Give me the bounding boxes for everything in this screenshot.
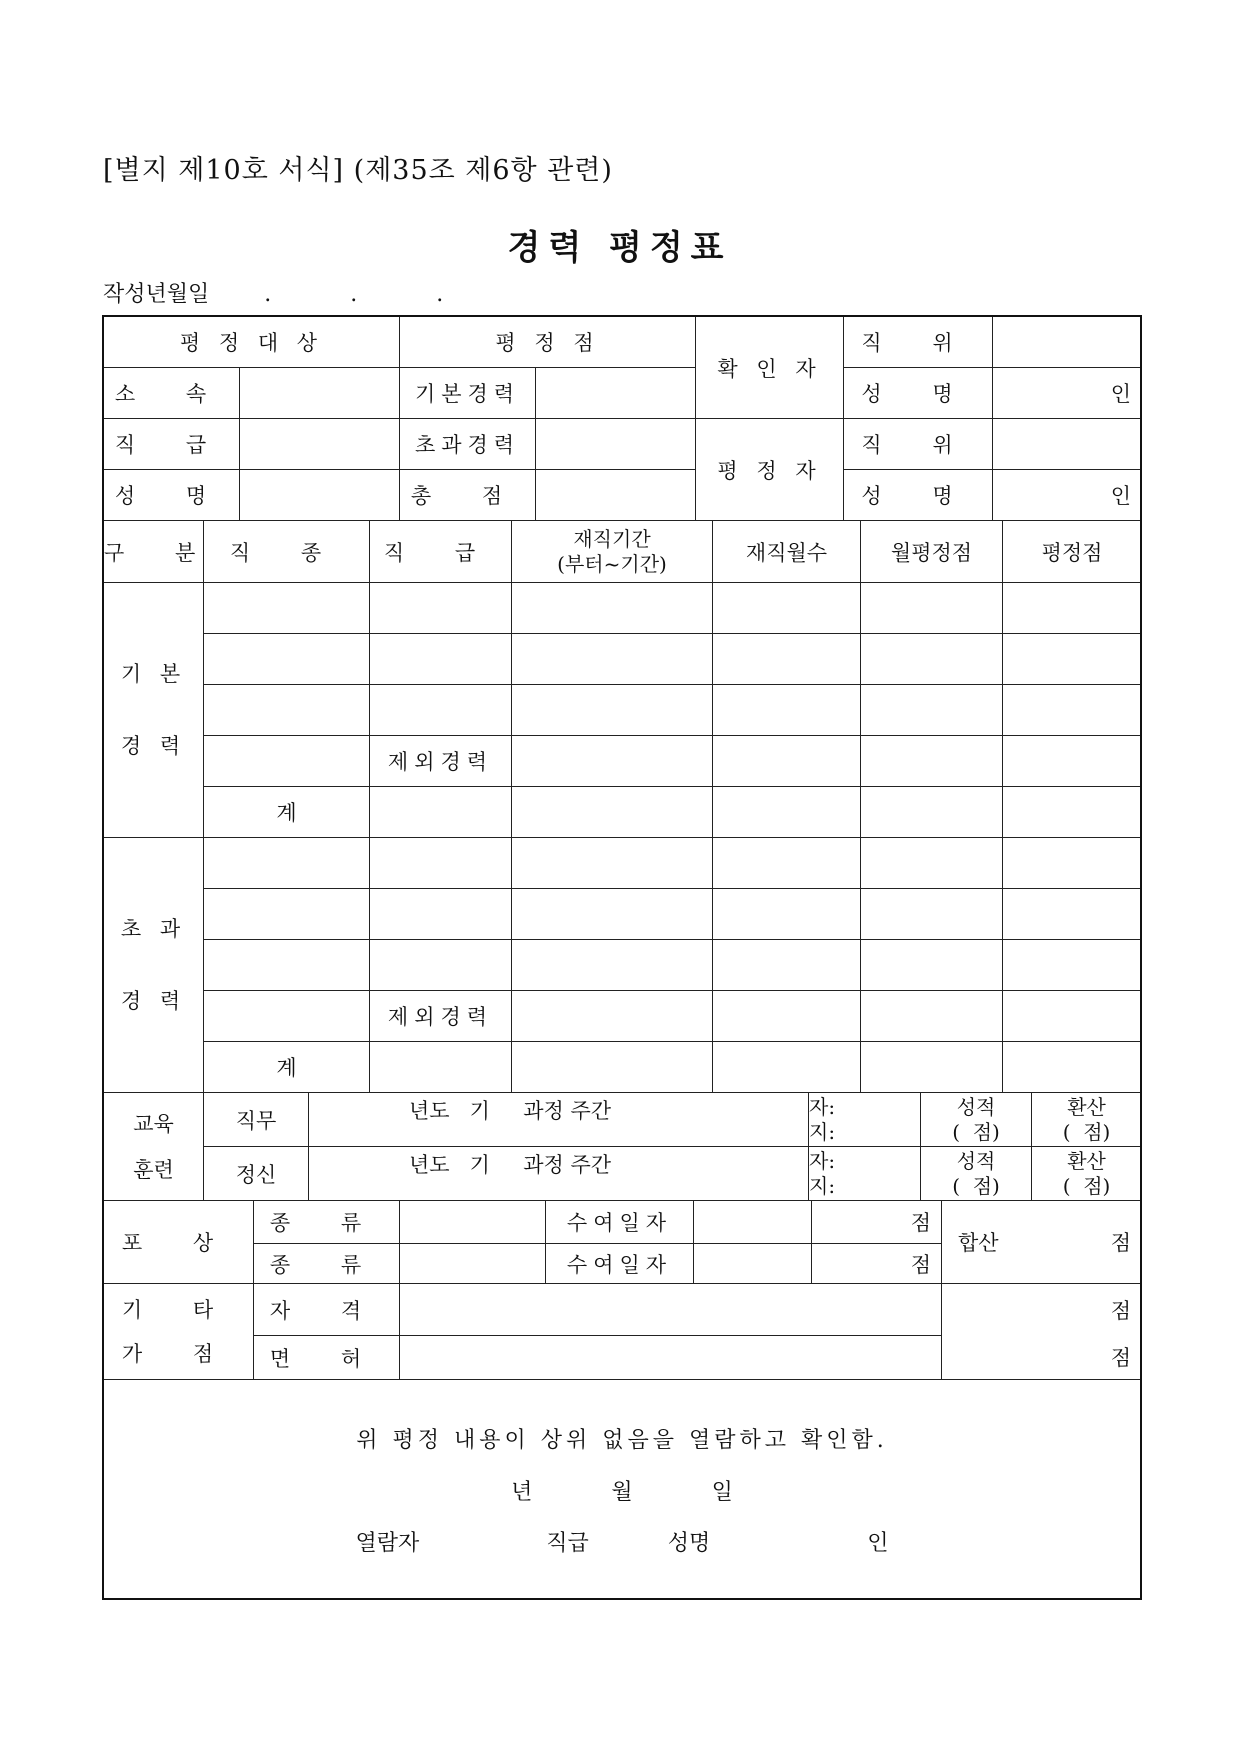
training-spirit-from: 자: xyxy=(809,1148,836,1173)
table-cell[interactable] xyxy=(370,940,512,991)
table-cell[interactable] xyxy=(204,838,370,889)
table-cell[interactable] xyxy=(713,787,861,838)
training-spirit-grade[interactable] xyxy=(921,1147,1032,1201)
table-cell[interactable] xyxy=(370,634,512,685)
training-spirit-dates[interactable] xyxy=(809,1147,921,1201)
confirmer-position-label: 직 위 xyxy=(844,317,993,368)
table-cell[interactable] xyxy=(861,991,1003,1042)
qualification-point[interactable]: 점 xyxy=(942,1284,1142,1336)
reader-label: 열람자 xyxy=(355,1531,420,1556)
col-category: 구 분 xyxy=(104,521,204,583)
reader-seal[interactable]: 인 xyxy=(867,1531,889,1556)
table-cell[interactable] xyxy=(861,736,1003,787)
date-dots: . . . xyxy=(264,282,480,307)
training-duty-grade-pts: ( 점) xyxy=(952,1119,1000,1144)
table-cell[interactable] xyxy=(1003,634,1142,685)
training-spirit-grade-pts: ( 점) xyxy=(952,1173,1000,1198)
table-cell[interactable] xyxy=(512,685,713,736)
col-monthly-score: 월평정점 xyxy=(861,521,1003,583)
table-cell[interactable] xyxy=(204,736,370,787)
training-spirit-course[interactable]: 년도 기 과정 주간 xyxy=(309,1147,809,1201)
etc-section xyxy=(104,1284,254,1380)
table-cell[interactable] xyxy=(861,685,1003,736)
table-cell[interactable] xyxy=(512,583,713,634)
affiliation-field[interactable] xyxy=(240,368,400,419)
table-cell[interactable] xyxy=(370,787,512,838)
training-section xyxy=(104,1093,204,1201)
training-duty-grade-label: 성적 xyxy=(956,1094,996,1119)
table-cell[interactable] xyxy=(370,685,512,736)
table-cell[interactable] xyxy=(512,991,713,1042)
table-cell[interactable] xyxy=(512,889,713,940)
training-spirit-conv-pts: ( 점) xyxy=(1062,1173,1111,1198)
confirmation-block xyxy=(103,1383,1141,1595)
training-label-1: 교육 xyxy=(133,1111,174,1136)
award-label: 포 상 xyxy=(104,1201,254,1284)
training-spirit-conv-label: 환산 xyxy=(1067,1148,1106,1173)
excess-subtotal-label: 계 xyxy=(204,1042,370,1093)
table-cell[interactable] xyxy=(713,634,861,685)
career-table xyxy=(103,520,1142,1093)
basic-career-field[interactable] xyxy=(536,368,696,419)
table-cell[interactable] xyxy=(861,583,1003,634)
table-cell[interactable] xyxy=(1003,940,1142,991)
col-period xyxy=(512,521,713,583)
confirmation-statement: 위 평정 내용이 상위 없음을 열람하고 확인함. xyxy=(356,1428,888,1453)
table-cell[interactable] xyxy=(512,838,713,889)
training-spirit-conv[interactable] xyxy=(1032,1147,1142,1201)
training-award-table xyxy=(103,1092,1142,1201)
summary-table xyxy=(103,316,1142,521)
license-label: 면 허 xyxy=(254,1336,400,1380)
training-duty-dates[interactable] xyxy=(809,1093,921,1147)
table-cell[interactable] xyxy=(861,940,1003,991)
table-cell[interactable] xyxy=(204,634,370,685)
basic-label-1: 기 본 xyxy=(120,662,187,686)
table-cell[interactable] xyxy=(1003,838,1142,889)
excess-excluded-label: 제외경력 xyxy=(370,991,512,1042)
award-sum[interactable] xyxy=(942,1201,1142,1284)
table-cell[interactable] xyxy=(512,1042,713,1093)
confirmer-label: 확 인 자 xyxy=(696,317,844,419)
confirmation-date xyxy=(103,1475,1141,1506)
score-header: 평 정 점 xyxy=(400,317,696,368)
grade-label: 직 급 xyxy=(104,419,240,470)
table-cell[interactable] xyxy=(713,685,861,736)
training-duty-conv[interactable] xyxy=(1032,1093,1142,1147)
etc-label-2: 가 점 xyxy=(121,1341,236,1366)
col-period-line1: 재직기간 xyxy=(573,526,651,551)
table-cell[interactable] xyxy=(204,991,370,1042)
award-point-1[interactable]: 점 xyxy=(812,1201,942,1244)
confirmer-name-label: 성 명 xyxy=(844,368,993,419)
table-cell[interactable] xyxy=(1003,1042,1142,1093)
evaluator-name-label: 성 명 xyxy=(844,470,993,521)
table-cell[interactable] xyxy=(370,889,512,940)
table-cell[interactable] xyxy=(713,736,861,787)
basic-label-2: 경 력 xyxy=(120,734,187,758)
confirmer-seal[interactable]: 인 xyxy=(993,368,1142,419)
table-cell[interactable] xyxy=(204,940,370,991)
table-cell[interactable] xyxy=(512,940,713,991)
training-duty-label: 직무 xyxy=(204,1093,309,1147)
total-label: 총 점 xyxy=(400,470,536,521)
table-cell[interactable] xyxy=(370,583,512,634)
table-cell[interactable] xyxy=(370,1042,512,1093)
reader-line xyxy=(103,1526,1141,1557)
table-cell[interactable] xyxy=(713,1042,861,1093)
basic-subtotal-label: 계 xyxy=(204,787,370,838)
table-cell[interactable] xyxy=(204,889,370,940)
table-cell[interactable] xyxy=(713,838,861,889)
table-cell[interactable] xyxy=(204,583,370,634)
date-year: 년 xyxy=(511,1480,533,1505)
table-cell[interactable] xyxy=(1003,787,1142,838)
table-cell[interactable] xyxy=(861,838,1003,889)
table-cell[interactable] xyxy=(713,991,861,1042)
name-label: 성 명 xyxy=(104,470,240,521)
table-cell[interactable] xyxy=(861,787,1003,838)
form-title: 경력 평정표 xyxy=(507,228,732,268)
total-field[interactable] xyxy=(536,470,696,521)
award-sum-point: 점 xyxy=(1110,1231,1131,1255)
table-cell[interactable] xyxy=(1003,583,1142,634)
etc-table xyxy=(103,1283,1142,1380)
table-cell[interactable] xyxy=(1003,991,1142,1042)
training-label-2: 훈련 xyxy=(133,1157,174,1182)
col-job-type: 직 종 xyxy=(204,521,370,583)
table-cell[interactable] xyxy=(512,736,713,787)
date-month: 월 xyxy=(611,1480,633,1505)
training-duty-conv-label: 환산 xyxy=(1067,1094,1106,1119)
col-period-line2: (부터~기간) xyxy=(557,551,667,576)
table-cell[interactable] xyxy=(1003,685,1142,736)
training-duty-to: 지: xyxy=(809,1119,836,1144)
qualification-label: 자 격 xyxy=(254,1284,400,1336)
date-label: 작성년월일 xyxy=(103,282,210,307)
evaluator-position-field[interactable] xyxy=(993,419,1142,470)
training-spirit-label: 정신 xyxy=(204,1147,309,1201)
date-line xyxy=(103,277,479,308)
affiliation-label: 소 속 xyxy=(104,368,240,419)
award-table xyxy=(103,1200,1142,1284)
excess-career-section xyxy=(104,838,204,1093)
evaluator-label: 평 정 자 xyxy=(696,419,844,521)
table-cell[interactable] xyxy=(1003,889,1142,940)
excess-label-2: 경 력 xyxy=(120,989,187,1013)
license-point[interactable]: 점 xyxy=(942,1336,1142,1380)
col-grade: 직 급 xyxy=(370,521,512,583)
training-duty-grade[interactable] xyxy=(921,1093,1032,1147)
table-cell[interactable] xyxy=(1003,736,1142,787)
col-months: 재직월수 xyxy=(713,521,861,583)
excess-career-field[interactable] xyxy=(536,419,696,470)
excess-label-1: 초 과 xyxy=(120,917,187,941)
award-date-label-2: 수여일자 xyxy=(546,1244,694,1284)
qualification-field[interactable] xyxy=(400,1284,942,1336)
basic-excluded-label: 제외경력 xyxy=(370,736,512,787)
table-cell[interactable] xyxy=(204,685,370,736)
award-sum-label: 합산 xyxy=(958,1231,999,1255)
reader-name-label: 성명 xyxy=(667,1531,711,1556)
grade-field[interactable] xyxy=(240,419,400,470)
award-date-field-1[interactable] xyxy=(694,1201,812,1244)
table-cell[interactable] xyxy=(861,1042,1003,1093)
award-kind-label-2: 종 류 xyxy=(254,1244,400,1284)
etc-label-1: 기 타 xyxy=(121,1297,236,1322)
award-date-field-2[interactable] xyxy=(694,1244,812,1284)
excess-career-label: 초과경력 xyxy=(400,419,536,470)
confirmer-position-field[interactable] xyxy=(993,317,1142,368)
date-day: 일 xyxy=(711,1480,733,1505)
evaluator-seal[interactable]: 인 xyxy=(993,470,1142,521)
training-spirit-grade-label: 성적 xyxy=(956,1148,996,1173)
award-kind-field-2[interactable] xyxy=(400,1244,546,1284)
award-date-label-1: 수여일자 xyxy=(546,1201,694,1244)
award-kind-label-1: 종 류 xyxy=(254,1201,400,1244)
basic-career-label: 기본경력 xyxy=(400,368,536,419)
subject-header: 평 정 대 상 xyxy=(104,317,400,368)
table-cell[interactable] xyxy=(512,634,713,685)
award-point-2[interactable]: 점 xyxy=(812,1244,942,1284)
table-cell[interactable] xyxy=(512,787,713,838)
training-duty-conv-pts: ( 점) xyxy=(1062,1119,1111,1144)
table-cell[interactable] xyxy=(713,940,861,991)
table-cell[interactable] xyxy=(861,634,1003,685)
training-duty-course[interactable]: 년도 기 과정 주간 xyxy=(309,1093,809,1147)
basic-career-section xyxy=(104,583,204,838)
table-cell[interactable] xyxy=(861,889,1003,940)
reader-grade-label: 직급 xyxy=(546,1531,589,1556)
table-cell[interactable] xyxy=(713,583,861,634)
table-cell[interactable] xyxy=(713,889,861,940)
license-field[interactable] xyxy=(400,1336,942,1380)
training-spirit-to: 지: xyxy=(809,1173,836,1198)
training-duty-from: 자: xyxy=(809,1094,836,1119)
col-score: 평정점 xyxy=(1003,521,1142,583)
table-cell[interactable] xyxy=(370,838,512,889)
form-caption: [별지 제10호 서식] (제35조 제6항 관련) xyxy=(103,155,613,186)
evaluator-position-label: 직 위 xyxy=(844,419,993,470)
name-field[interactable] xyxy=(240,470,400,521)
award-kind-field-1[interactable] xyxy=(400,1201,546,1244)
